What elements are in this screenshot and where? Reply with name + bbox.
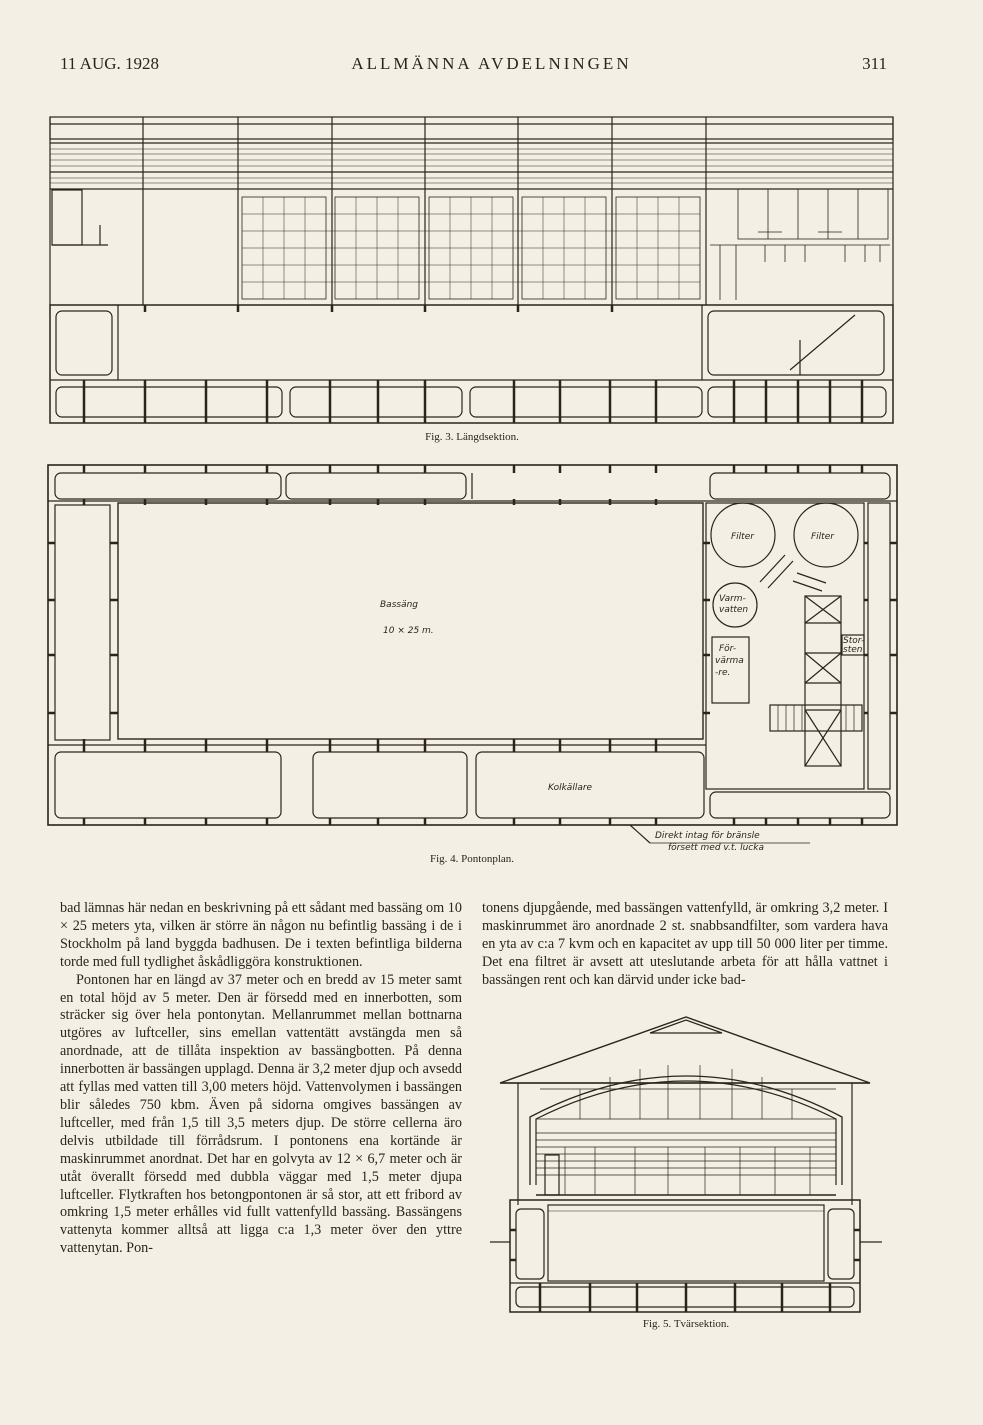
direkt-intag-label-2: försett med v.t. lucka — [668, 843, 764, 853]
fig4-caption: Fig. 4. Pontonplan. — [429, 853, 515, 865]
bassang-label: Bassäng — [380, 600, 418, 610]
fig5-cross-section — [0, 1005, 983, 1365]
fig5-caption: Fig. 5. Tvärsektion. — [642, 1318, 730, 1330]
bassang-size-label: 10 × 25 m. — [383, 626, 434, 636]
direkt-intag-label-1: Direkt intag för bränsle — [655, 831, 760, 841]
paragraph: Pontonen har en längd av 37 meter och en bredd av 15 meter samt en total höjd av 5 meter. Den är försedd med en innerbotten, som sträcker sig över hela pontonytan. Mellanrummet mellan bottnarna utgöres av luftceller, sins emellan vattentätt avstängda men så anordnade, att de tillåta inspektion av bassängbotten. På denna innerbotten är bassängen upplagd. Denna är 3,2 meter djup och avsedd att fyllas med vatten till 3,00 meters höjd. Vattenvolymen i bassängen blir således 750 kbm. Även på sidorna omgives bassängen av luftceller, med från 1,5 till 3,5 meters djup. De större cellerna äro delvis utbildade till förrådsrum. I pontonens ena kortände är maskinrummet anordnat. Det har en golvyta av 12 × 6,7 meter och är utåt överallt försedd med dubbla väggar med 1,5 meter djupa luftceller. Flytkraften hos betongpontonen är så stor, att ett fribord av omkring 1,5 meter erhålles vid fullt vattenfylld bassäng. Bassängens vattenyta kommer alltså att ligga c:a 1,3 meter över den yttre vattenytan. Pon- — [60, 971, 462, 1257]
header-date: 11 AUG. 1928 — [60, 54, 160, 73]
filter-left-label: Filter — [731, 532, 754, 542]
fig3-longitudinal-section — [0, 0, 983, 440]
filter-right-label: Filter — [811, 532, 834, 542]
text-column-right — [482, 900, 888, 990]
varmvatten-label-1: Varm- — [719, 594, 746, 604]
forvarmare-label-3: -re. — [715, 668, 731, 678]
page-number: 311 — [862, 54, 887, 73]
header-section: ALLMÄNNA AVDELNINGEN — [351, 54, 632, 73]
paragraph: bad lämnas här nedan en beskrivning på ett sådant med bassäng om 10 × 25 meters yta, vilken är större än någon nu befintlig bassäng i de i Stockholm på land byggda badhusen. De i texten befintliga bilderna torde med full tydlighet åskådliggöra konstruktionen. — [60, 900, 462, 970]
forvarmare-label-2: värma — [715, 656, 744, 666]
kolkollare-label: Kolkällare — [548, 783, 593, 793]
stor-label-1: Stor- — [843, 636, 865, 646]
varmvatten-label-2: vatten — [719, 605, 749, 615]
fig3-caption: Fig. 3. Längdsektion. — [425, 431, 519, 443]
forvarmare-label-1: För- — [719, 644, 737, 654]
fig4-pontoon-plan — [0, 455, 983, 895]
paragraph: tonens djupgående, med bassängen vattenfylld, är omkring 3,2 meter. I maskinrummet äro anordnade 2 st. snabbsandfilter, som vardera hava en yta av c:a 7 kvm och en kapacitet av upp till 50 000 liter per timme. Det ena filtret är avsett att uteslutande arbeta för att hålla vattnet i bassängen rent och kan därvid under icke bad- — [482, 900, 888, 988]
stor-label-2: sten — [843, 645, 863, 655]
